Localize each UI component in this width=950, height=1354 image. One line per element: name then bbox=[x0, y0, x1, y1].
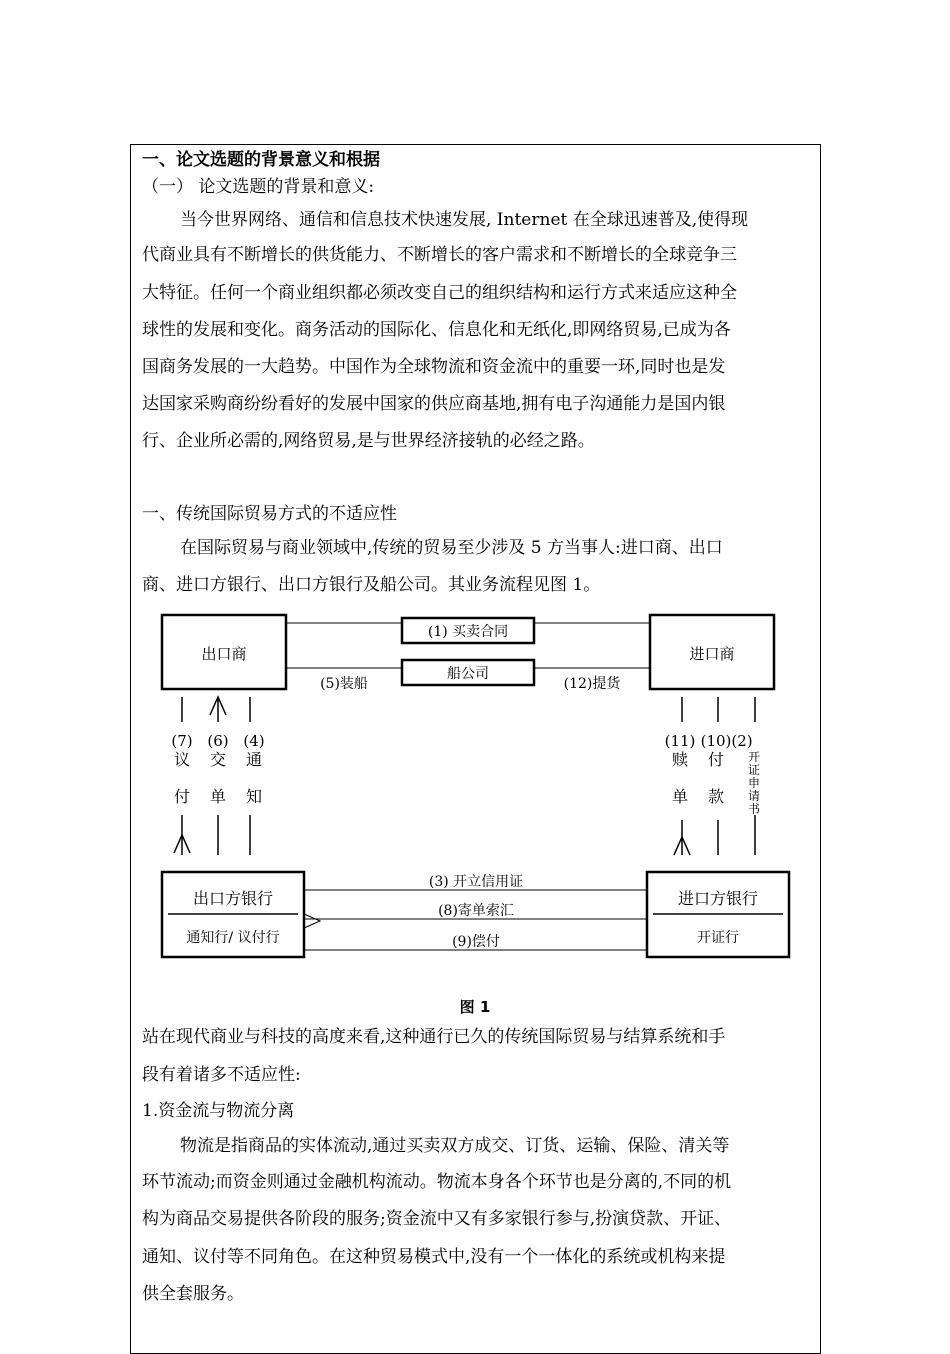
lc-application-char: 申 bbox=[747, 776, 761, 790]
send-docs-label: (8)寄单索汇 bbox=[438, 903, 514, 919]
heading-traditional-trade: 一、传统国际贸易方式的不适应性 bbox=[142, 504, 397, 524]
para4-line: 通知、议付等不同角色。在这种贸易模式中,没有一个一体化的系统或机构来提 bbox=[142, 1247, 726, 1267]
subsection-title: （一） 论文选题的背景和意义: bbox=[142, 177, 375, 197]
step-char: 议 bbox=[173, 750, 191, 769]
para1-line: 大特征。任何一个商业组织都必须改变自己的组织结构和运行方式来适应这种全 bbox=[142, 283, 737, 303]
step-number: (2) bbox=[731, 732, 753, 750]
para1-line: 代商业具有不断增长的供货能力、不断增长的客户需求和不断增长的全球竞争三 bbox=[142, 245, 737, 265]
importer-label: 进口商 bbox=[689, 645, 735, 663]
step-number: (4) bbox=[243, 732, 265, 750]
para4-line: 供全套服务。 bbox=[142, 1284, 244, 1304]
exporter-label: 出口商 bbox=[201, 645, 247, 663]
para3-line: 站在现代商业与科技的高度来看,这种通行已久的传统国际贸易与结算系统和手 bbox=[142, 1027, 726, 1047]
step-number: (11) bbox=[664, 732, 696, 750]
lc-application-char: 书 bbox=[747, 802, 761, 816]
shipping-company-label: 船公司 bbox=[447, 666, 489, 682]
step-char: 知 bbox=[245, 787, 263, 806]
para1-line: 达国家采购商纷纷看好的发展中国家的供应商基地,拥有电子沟通能力是国内银 bbox=[142, 394, 726, 414]
step-char: 交 bbox=[209, 750, 227, 769]
para3-line: 段有着诸多不适应性: bbox=[142, 1065, 301, 1085]
heading-separation: 1.资金流与物流分离 bbox=[142, 1101, 295, 1121]
para1-line: 国商务发展的一大趋势。中国作为全球物流和资金流中的重要一环,同时也是发 bbox=[142, 357, 726, 377]
para2-line: 商、进口方银行、出口方银行及船公司。其业务流程见图 1。 bbox=[142, 575, 601, 595]
lc-application-char: 证 bbox=[747, 763, 761, 777]
section-title: 一、论文选题的背景意义和根据 bbox=[142, 150, 380, 170]
para1-line: 球性的发展和变化。商务活动的国际化、信息化和无纸化,即网络贸易,已成为各 bbox=[142, 320, 731, 340]
para4-line: 物流是指商品的实体流动,通过买卖双方成交、订货、运输、保险、清关等 bbox=[180, 1136, 730, 1156]
lc-application-char: 请 bbox=[747, 789, 761, 803]
step-char: 通 bbox=[245, 750, 263, 769]
reimburse-label: (9)偿付 bbox=[452, 934, 500, 950]
para4-line: 环节流动;而资金则通过金融机构流动。物流本身各个环节也是分离的,不同的机 bbox=[142, 1172, 732, 1192]
step-char: 付 bbox=[707, 750, 725, 769]
para1-line: 当今世界网络、通信和信息技术快速发展, Internet 在全球迅速普及,使得现 bbox=[180, 210, 749, 230]
importer-bank-sub: 开证行 bbox=[697, 930, 739, 946]
step-char: 单 bbox=[209, 787, 227, 806]
para1-line: 行、企业所必需的,网络贸易,是与世界经济接轨的必经之路。 bbox=[142, 431, 595, 451]
exporter-bank-sub: 通知行/ 议付行 bbox=[186, 930, 280, 946]
trade-flow-diagram bbox=[150, 605, 800, 975]
para4-line: 构为商品交易提供各阶段的服务;资金流中又有多家银行参与,扮演贷款、开证、 bbox=[142, 1209, 732, 1229]
importer-bank-label: 进口方银行 bbox=[677, 889, 759, 908]
pickup-label: (12)提货 bbox=[563, 676, 621, 692]
step-number: (10) bbox=[700, 732, 732, 750]
step-char: 款 bbox=[707, 787, 725, 806]
exporter-bank-label: 出口方银行 bbox=[192, 889, 274, 908]
step-number: (7) bbox=[171, 732, 193, 750]
open-lc-label: (3) 开立信用证 bbox=[428, 874, 524, 890]
step-char: 单 bbox=[671, 787, 689, 806]
step-char: 付 bbox=[173, 787, 191, 806]
lc-application-char: 开 bbox=[747, 750, 761, 764]
contract-label: (1) 买卖合同 bbox=[427, 624, 509, 640]
step-number: (6) bbox=[207, 732, 229, 750]
para2-line: 在国际贸易与商业领域中,传统的贸易至少涉及 5 方当事人:进口商、出口 bbox=[180, 538, 723, 558]
step-char: 赎 bbox=[671, 750, 689, 769]
figure-caption: 图 1 bbox=[459, 998, 491, 1016]
loading-label: (5)装船 bbox=[320, 676, 368, 692]
